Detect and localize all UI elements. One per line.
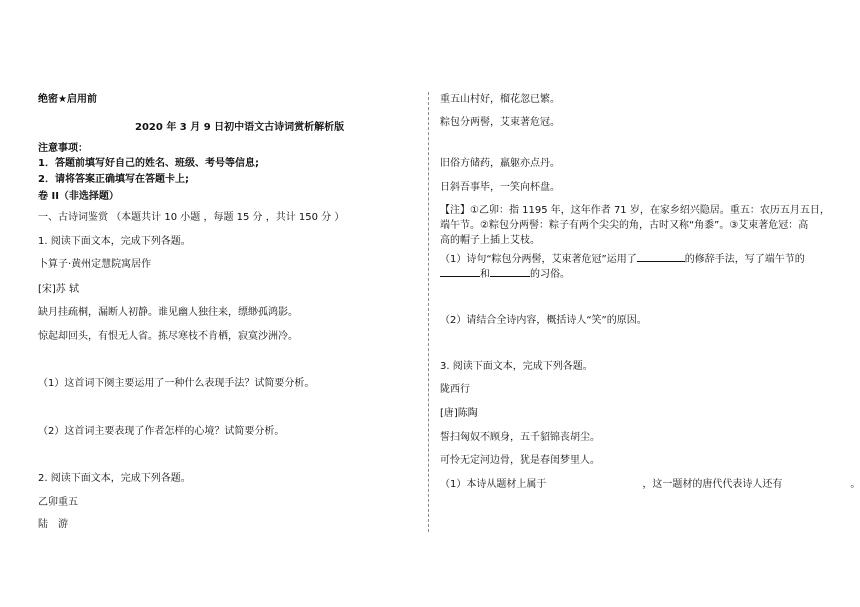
page-title: 2020 年 3 月 9 日初中语文古诗词赏析解析版 [135,122,345,133]
q3-sub1-text: ，这一题材的唐代代表诗人还有 [642,479,783,490]
q2-subquestion-1 [440,251,805,266]
q1-poem-title: 卜算子·黄州定慧院寓居作 [38,259,152,270]
poem-note-line: 【注】①乙卯：指 1195 年，这年作者 71 岁，在家乡绍兴隐居。重五：农历五月五日， [440,205,830,216]
q3-author: [唐]陈陶 [440,408,478,419]
q2-poem-title: 乙卯重五 [38,497,78,508]
volume-heading: 卷 II（非选择题） [38,191,119,202]
confidential-label: 绝密★启用前 [38,94,97,105]
poem-note-line: 端午节。②粽包分两髻：粽子有两个尖尖的角，古时又称“角黍”。③艾束著危冠：高 [440,220,809,231]
note-item: 1．答题前填写好自己的姓名、班级、考号等信息; [38,158,259,169]
q3-poem-title: 陇西行 [440,384,470,395]
answer-blank[interactable] [637,251,685,262]
q1-subquestion-2: （2）这首词主要表现了作者怎样的心境？试简要分析。 [38,426,285,437]
q1-subquestion-1: （1）这首词下阕主要运用了一种什么表现手法？试简要分析。 [38,378,315,389]
q2-poem-line: 日斜吾事毕，一笑向杯盘。 [440,182,560,193]
q2-subquestion-2: （2）请结合全诗内容，概括诗人“笑”的原因。 [440,315,647,326]
answer-blank[interactable] [490,266,530,277]
q1-poem-line: 惊起却回头，有恨无人省。拣尽寒枝不肯栖，寂寞沙洲冷。 [38,331,298,342]
note-item: 2．请将答案正确填写在答题卡上; [38,174,189,185]
q3-poem-line: 誓扫匈奴不顾身，五千貂锦丧胡尘。 [440,432,600,443]
q3-subquestion-1 [440,479,860,491]
q1-poem-line: 缺月挂疏桐，漏断人初静。谁见幽人独往来，缥缈孤鸿影。 [38,307,298,318]
q3-sub1-text: （1）本诗从题材上属于 [440,479,547,490]
q2-poem-line: 旧俗方储药，羸躯亦点丹。 [440,158,560,169]
q2-poem-line: 粽包分两髻，艾束著危冠。 [440,117,560,128]
q2-prompt: 2. 阅读下面文本，完成下列各题。 [38,473,191,484]
answer-blank[interactable] [440,266,480,277]
q2-sub1-text: （1）诗句“粽包分两髻，艾束著危冠”运用了 [440,254,637,265]
notes-heading: 注意事项： [38,143,88,154]
q2-poem-line: 重五山村好，榴花忽已繁。 [440,94,560,105]
column-divider [428,92,429,532]
poem-note-line: 高的帽子上插上艾枝。 [440,235,540,246]
q2-author: 陆 游 [38,519,68,530]
q2-sub1-end: 的习俗。 [530,269,570,280]
q2-sub1-and: 和 [480,269,490,280]
q1-author: [宋]苏 轼 [38,284,79,295]
section-heading: 一、古诗词鉴赏 （本题共计 10 小题 ，每题 15 分 ，共计 150 分 ） [38,212,345,223]
q2-sub1-text: 的修辞手法，写了端午节的 [684,254,805,265]
q1-prompt: 1. 阅读下面文本，完成下列各题。 [38,236,191,247]
q3-prompt: 3. 阅读下面文本，完成下列各题。 [440,361,593,372]
q3-sub1-end: 。 [850,479,860,490]
q2-subquestion-1-cont [440,266,570,281]
q3-poem-line: 可怜无定河边骨，犹是春闺梦里人。 [440,455,600,466]
